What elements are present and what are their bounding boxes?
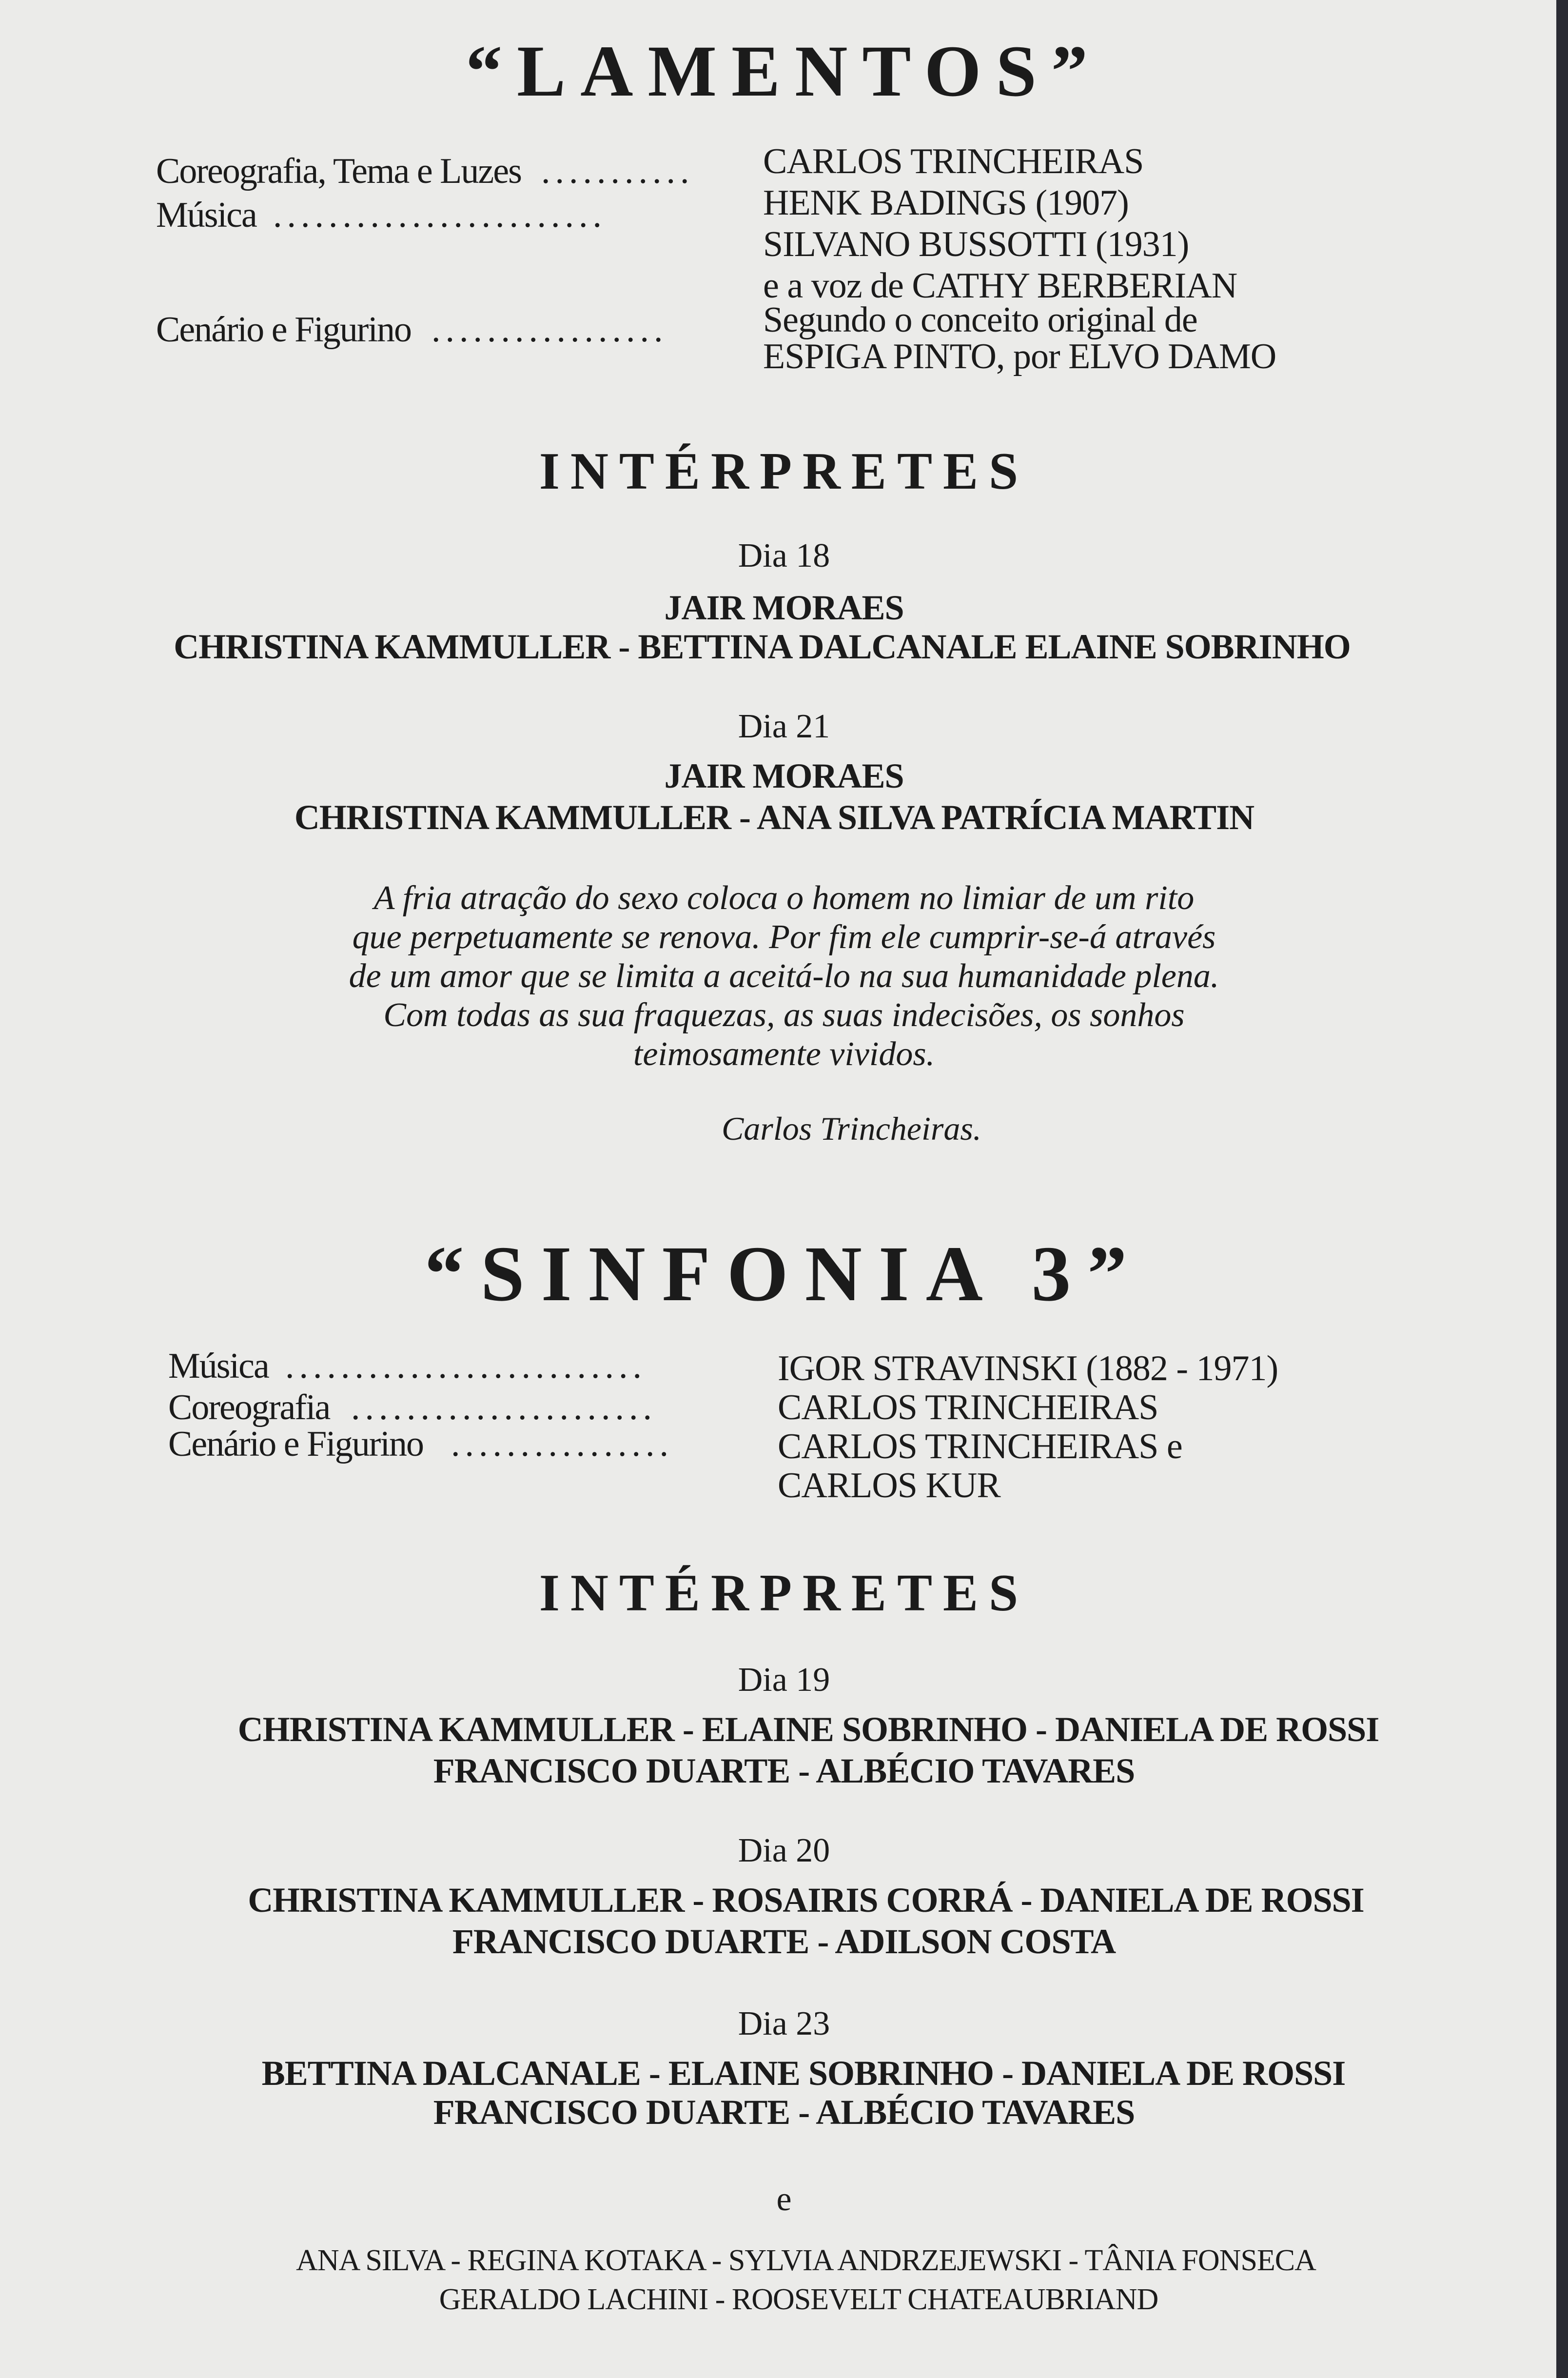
ensemble-line: ANA SILVA - REGINA KOTAKA - SYLVIA ANDRZEJEWSKI - TÂNIA FONSECA [296, 2244, 1316, 2277]
cast-line: JAIR MORAES [664, 756, 904, 795]
day-label: Dia 23 [738, 2005, 830, 2042]
day-label: Dia 21 [738, 708, 830, 745]
credit-label: Música [168, 1346, 269, 1386]
credit-label: Cenário e Figurino [156, 310, 412, 350]
cast-line: CHRISTINA KAMMULLER - ELAINE SOBRINHO - DANIELA DE ROSSI [237, 1710, 1379, 1749]
credit-value: CARLOS TRINCHEIRAS e [778, 1427, 1182, 1466]
credit-value: ESPIGA PINTO, por ELVO DAMO [763, 337, 1276, 377]
credit-dots: .......................... [285, 1346, 647, 1386]
cast-line: FRANCISCO DUARTE - ADILSON COSTA [452, 1922, 1116, 1961]
credit-dots: ........................ [273, 195, 607, 235]
lamentos-interpretes-heading: INTÉRPRETES [539, 442, 1029, 500]
page-edge [1556, 0, 1568, 2378]
signature: Carlos Trincheiras. [722, 1110, 981, 1147]
credit-dots: ................. [431, 310, 668, 350]
cast-line: BETTINA DALCANALE - ELAINE SOBRINHO - DANIELA DE ROSSI [261, 2054, 1346, 2093]
cast-line: FRANCISCO DUARTE - ALBÉCIO TAVARES [433, 2093, 1135, 2132]
credit-value: IGOR STRAVINSKI (1882 - 1971) [778, 1348, 1278, 1388]
ensemble-line: GERALDO LACHINI - ROOSEVELT CHATEAUBRIAND [439, 2283, 1158, 2316]
credit-label: Cenário e Figurino [168, 1424, 424, 1464]
cast-line: CHRISTINA KAMMULLER - ANA SILVA PATRÍCIA MARTIN [294, 798, 1254, 837]
poem-line: Com todas as sua fraquezas, as suas indecisões, os sonhos [383, 996, 1185, 1034]
cast-line: FRANCISCO DUARTE - ALBÉCIO TAVARES [433, 1751, 1135, 1790]
credit-value: CARLOS TRINCHEIRAS [763, 141, 1144, 181]
credit-value: e a voz de CATHY BERBERIAN [763, 266, 1237, 306]
day-label: Dia 18 [738, 537, 830, 575]
conjunction: e [776, 2180, 792, 2218]
cast-line: JAIR MORAES [664, 588, 904, 627]
credit-value: CARLOS TRINCHEIRAS [778, 1387, 1158, 1427]
credit-value: HENK BADINGS (1907) [763, 183, 1129, 223]
credit-dots: ........... [541, 151, 694, 191]
poem-line: A fria atração do sexo coloca o homem no limiar de um rito [373, 879, 1195, 917]
cast-line: CHRISTINA KAMMULLER - BETTINA DALCANALE ELAINE SOBRINHO [174, 627, 1351, 666]
credit-value: SILVANO BUSSOTTI (1931) [763, 224, 1189, 264]
credit-label: Coreografia, Tema e Luzes [156, 151, 521, 191]
poem-line: teimosamente vividos. [633, 1035, 935, 1073]
credit-value: CARLOS KUR [778, 1466, 1000, 1506]
day-label: Dia 20 [738, 1832, 830, 1869]
credit-value: Segundo o conceito original de [763, 300, 1197, 340]
credit-dots: ................ [451, 1424, 673, 1464]
lamentos-title: “LAMENTOS” [466, 31, 1102, 112]
cast-line: CHRISTINA KAMMULLER - ROSAIRIS CORRÁ - DANIELA DE ROSSI [248, 1881, 1364, 1920]
sinfonia-interpretes-heading: INTÉRPRETES [539, 1564, 1029, 1622]
day-label: Dia 19 [738, 1661, 830, 1699]
poem-line: que perpetuamente se renova. Por fim ele cumprir-se-á através [352, 918, 1216, 956]
poem-line: de um amor que se limita a aceitá-lo na sua humanidade plena. [349, 957, 1219, 995]
sinfonia-title: “SINFONIA 3” [424, 1230, 1144, 1318]
credit-label: Coreografia [168, 1387, 330, 1427]
credit-label: Música [156, 195, 256, 235]
credit-dots: ...................... [351, 1387, 657, 1427]
